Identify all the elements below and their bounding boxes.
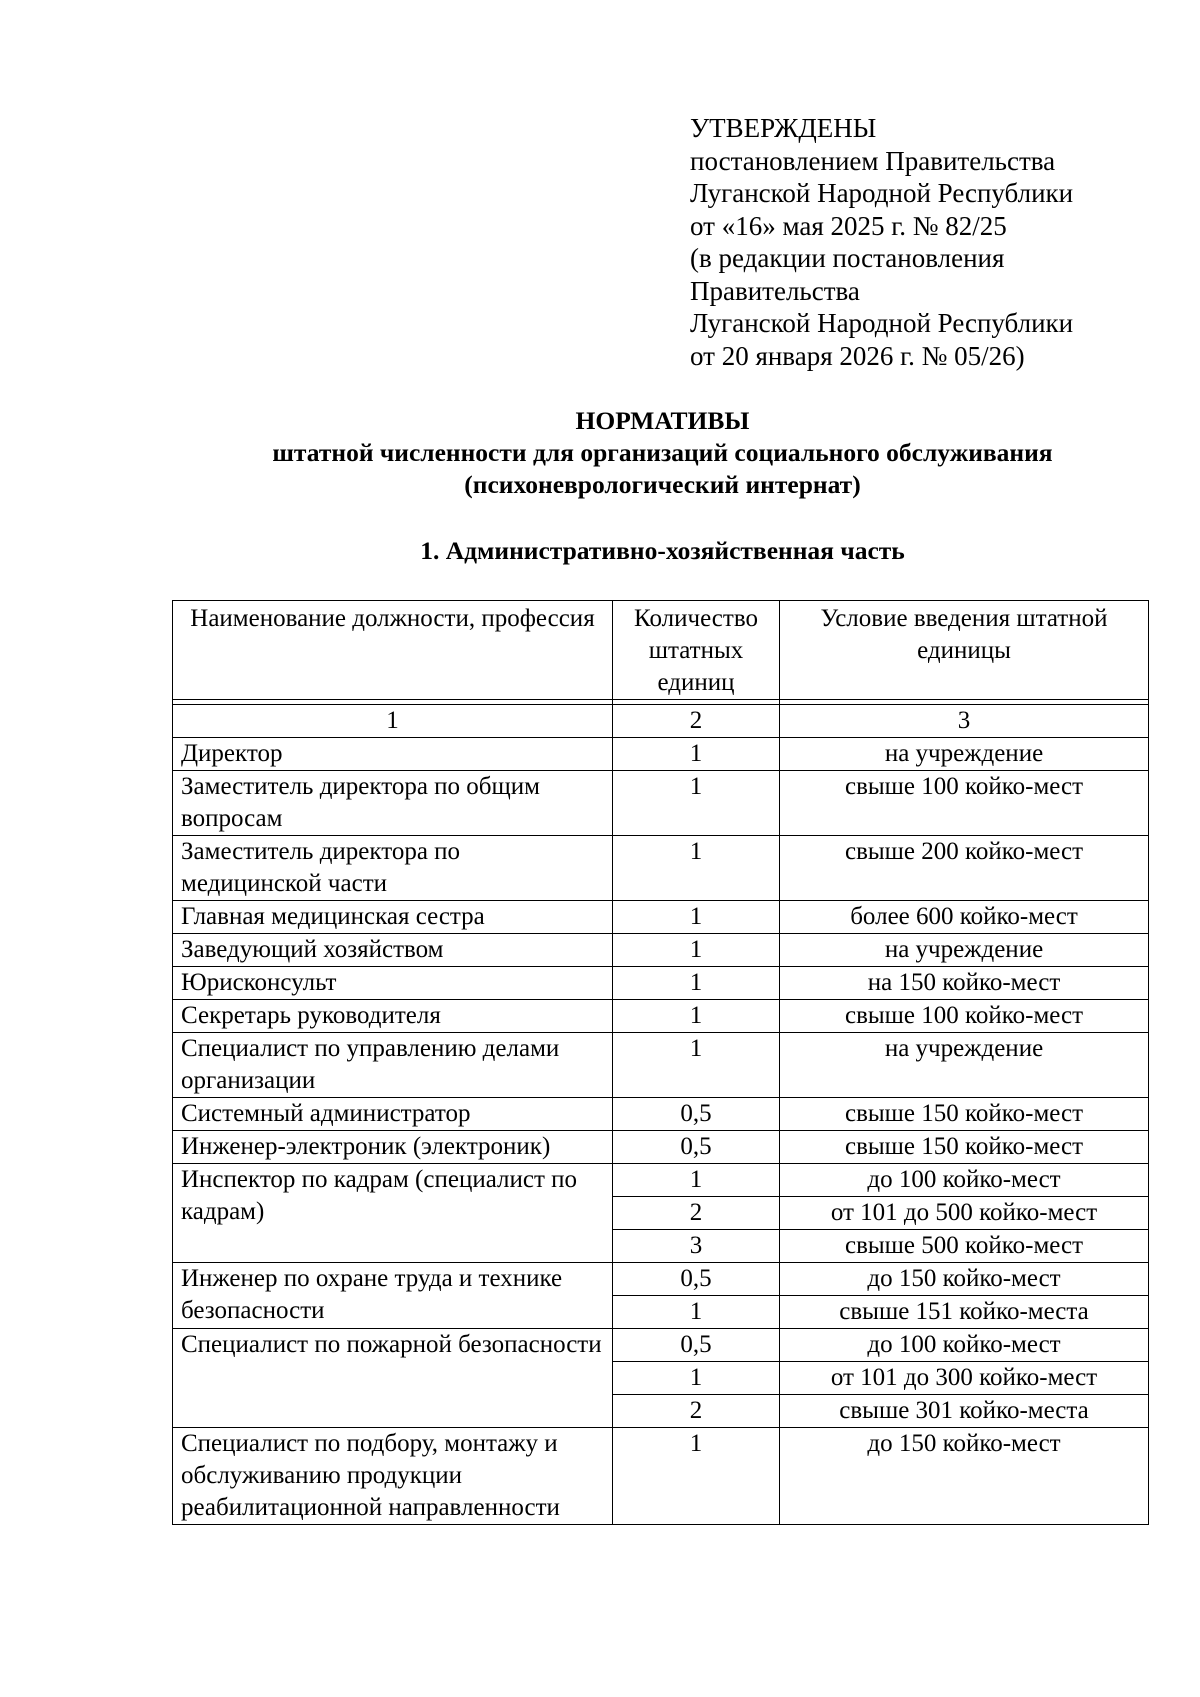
approval-line: от «16» мая 2025 г. № 82/25 xyxy=(690,210,1007,241)
approval-line: Луганской Народной Республики xyxy=(690,308,1074,338)
quantity-cell: 1 xyxy=(613,934,780,967)
position-cell: Заместитель директора по медицинской части xyxy=(173,836,613,901)
quantity-cell: 1 xyxy=(613,1000,780,1033)
table-row xyxy=(173,934,1149,967)
condition-cell: свыше 150 койко-мест xyxy=(780,1131,1149,1164)
approval-stamp xyxy=(690,112,1073,372)
quantity-cell: 1 xyxy=(613,967,780,1000)
quantity-cell: 0,5 xyxy=(613,1263,780,1296)
quantity-cell: 2 xyxy=(613,1395,780,1428)
table-row xyxy=(173,1000,1149,1033)
staffing-norms-table xyxy=(172,600,1149,1525)
quantity-cell: 0,5 xyxy=(613,1329,780,1362)
position-cell: Специалист по подбору, монтажу и обслуживанию продукции реабилитационной направленности xyxy=(173,1428,613,1525)
quantity-cell: 1 xyxy=(613,1362,780,1395)
position-cell: Специалист по пожарной безопасности xyxy=(173,1329,613,1428)
condition-cell: свыше 151 койко-места xyxy=(780,1296,1149,1329)
table-row xyxy=(173,836,1149,901)
approval-line: от 20 января 2026 г. № 05/26) xyxy=(690,340,1025,371)
table-row xyxy=(173,1329,1149,1362)
condition-cell: на учреждение xyxy=(780,738,1149,771)
condition-cell: свыше 100 койко-мест xyxy=(780,1000,1149,1033)
quantity-cell: 1 xyxy=(613,1033,780,1098)
position-cell: Заместитель директора по общим вопросам xyxy=(173,771,613,836)
quantity-cell: 1 xyxy=(613,738,780,771)
quantity-cell: 2 xyxy=(613,1197,780,1230)
position-cell: Секретарь руководителя xyxy=(173,1000,613,1033)
quantity-cell: 1 xyxy=(613,771,780,836)
condition-cell: от 101 до 500 койко-мест xyxy=(780,1197,1149,1230)
approval-line: (в редакции постановления xyxy=(690,243,1005,273)
quantity-cell: 1 xyxy=(613,901,780,934)
title-main: НОРМАТИВЫ xyxy=(575,406,750,435)
table-row xyxy=(173,1164,1149,1197)
position-cell: Инженер-электроник (электроник) xyxy=(173,1131,613,1164)
quantity-cell: 1 xyxy=(613,1296,780,1329)
table-row xyxy=(173,1428,1149,1525)
condition-cell: на учреждение xyxy=(780,934,1149,967)
table-row xyxy=(173,738,1149,771)
table-row xyxy=(173,967,1149,1000)
quantity-cell: 0,5 xyxy=(613,1131,780,1164)
column-number: 1 xyxy=(173,705,613,738)
position-cell: Инженер по охране труда и технике безопасности xyxy=(173,1263,613,1329)
table-row xyxy=(173,1033,1149,1098)
table-row xyxy=(173,1098,1149,1131)
condition-cell: от 101 до 300 койко-мест xyxy=(780,1362,1149,1395)
header-position: Наименование должности, профессия xyxy=(173,601,613,700)
condition-cell: до 150 койко-мест xyxy=(780,1263,1149,1296)
approval-line: Правительства xyxy=(690,275,860,306)
quantity-cell: 1 xyxy=(613,836,780,901)
column-number-row xyxy=(173,705,1149,738)
condition-cell: на 150 койко-мест xyxy=(780,967,1149,1000)
quantity-cell: 1 xyxy=(613,1428,780,1525)
column-number: 2 xyxy=(613,705,780,738)
condition-cell: на учреждение xyxy=(780,1033,1149,1098)
condition-cell: более 600 койко-мест xyxy=(780,901,1149,934)
condition-cell: свыше 500 койко-мест xyxy=(780,1230,1149,1263)
position-cell: Заведующий хозяйством xyxy=(173,934,613,967)
column-number: 3 xyxy=(780,705,1149,738)
table-row xyxy=(173,771,1149,836)
condition-cell: свыше 301 койко-места xyxy=(780,1395,1149,1428)
position-cell: Инспектор по кадрам (специалист по кадрам) xyxy=(173,1164,613,1263)
table-row xyxy=(173,901,1149,934)
position-cell: Юрисконсульт xyxy=(173,967,613,1000)
approval-heading: УТВЕРЖДЕНЫ xyxy=(690,113,877,143)
quantity-cell: 1 xyxy=(613,1164,780,1197)
table-header-row xyxy=(173,601,1149,700)
position-cell: Системный администратор xyxy=(173,1098,613,1131)
approval-line: Луганской Народной Республики xyxy=(690,178,1074,208)
table-row xyxy=(173,1131,1149,1164)
condition-cell: до 150 койко-мест xyxy=(780,1428,1149,1525)
document-title xyxy=(0,405,1200,501)
condition-cell: свыше 100 койко-мест xyxy=(780,771,1149,836)
title-subtitle: (психоневрологический интернат) xyxy=(464,470,861,499)
condition-cell: до 100 койко-мест xyxy=(780,1329,1149,1362)
condition-cell: свыше 200 койко-мест xyxy=(780,836,1149,901)
position-cell: Директор xyxy=(173,738,613,771)
header-condition: Условие введения штатной единицы xyxy=(780,601,1149,700)
condition-cell: свыше 150 койко-мест xyxy=(780,1098,1149,1131)
position-cell: Главная медицинская сестра xyxy=(173,901,613,934)
title-subtitle: штатной численности для организаций социального обслуживания xyxy=(272,438,1053,467)
quantity-cell: 3 xyxy=(613,1230,780,1263)
condition-cell: до 100 койко-мест xyxy=(780,1164,1149,1197)
approval-line: постановлением Правительства xyxy=(690,145,1056,176)
section-title: 1. Административно-хозяйственная часть xyxy=(420,536,905,565)
header-quantity: Количество штатных единиц xyxy=(613,601,780,700)
position-cell: Специалист по управлению делами организации xyxy=(173,1033,613,1098)
table-row xyxy=(173,1263,1149,1296)
quantity-cell: 0,5 xyxy=(613,1098,780,1131)
